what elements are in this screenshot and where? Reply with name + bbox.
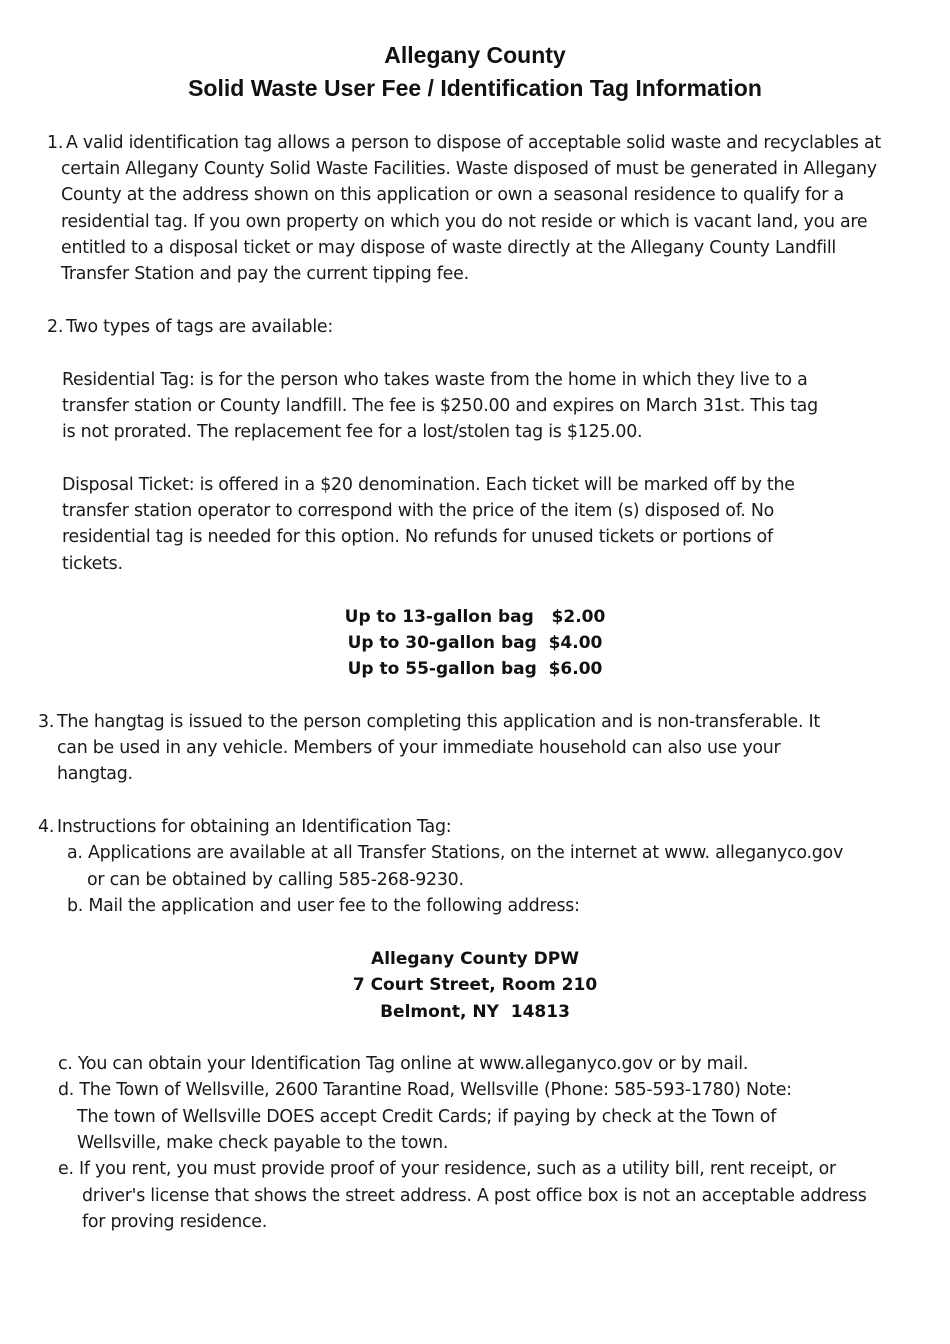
item-3-number: 3. [38,712,55,732]
item-4c-line: c. You can obtain your Identification Tag online at www.alleganyco.gov or by mail. [58,1054,749,1074]
residential-tag-line-3: is not prorated. The replacement fee for a lost/stolen tag is $125.00. [62,422,643,442]
item-3-line-1: The hangtag is issued to the person completing this application and is non-transferable. It [57,712,820,732]
item-4-number: 4. [38,817,55,837]
disposal-ticket-line-4: tickets. [62,554,123,574]
item-4b-line: b. Mail the application and user fee to the following address: [67,896,580,916]
item-4d-line-3: Wellsville, make check payable to the town. [77,1133,449,1153]
item-1-line-1: A valid identification tag allows a person to dispose of acceptable solid waste and recyclables at [66,133,881,153]
address-line-3: Belmont, NY 14813 [380,1002,570,1022]
item-4e-line-2: driver's license that shows the street address. A post office box is not an acceptable address [82,1186,867,1206]
item-1-line-6: Transfer Station and pay the current tipping fee. [61,264,469,284]
item-4e-line-3: for proving residence. [82,1212,268,1232]
page-title: Allegany County [384,42,566,68]
item-1-line-3: County at the address shown on this application or own a seasonal residence to qualify for a [61,185,844,205]
item-1-number: 1. [47,133,64,153]
residential-tag-line-1: Residential Tag: is for the person who takes waste from the home in which they live to a [62,370,808,390]
residential-tag-line-2: transfer station or County landfill. The fee is $250.00 and expires on March 31st. This tag [62,396,818,416]
item-3-line-2: can be used in any vehicle. Members of your immediate household can also use your [57,738,781,758]
address-line-1: Allegany County DPW [371,949,579,969]
item-4e-line-1: e. If you rent, you must provide proof of your residence, such as a utility bill, rent receipt, or [58,1159,836,1179]
item-4-text: Instructions for obtaining an Identification Tag: [57,817,452,837]
price-55-gallon: Up to 55-gallon bag $6.00 [347,659,603,679]
price-13-gallon: Up to 13-gallon bag $2.00 [344,607,606,627]
disposal-ticket-line-2: transfer station operator to correspond with the price of the item (s) disposed of. No [62,501,775,521]
item-1-line-5: entitled to a disposal ticket or may dispose of waste directly at the Allegany County Landfill [61,238,836,258]
item-4a-line-2: or can be obtained by calling 585-268-9230. [87,870,464,890]
item-4a-line-1: a. Applications are available at all Transfer Stations, on the internet at www. alleganyco.gov [67,843,843,863]
disposal-ticket-line-1: Disposal Ticket: is offered in a $20 denomination. Each ticket will be marked off by the [62,475,795,495]
item-4d-line-2: The town of Wellsville DOES accept Credit Cards; if paying by check at the Town of [77,1107,777,1127]
price-30-gallon: Up to 30-gallon bag $4.00 [347,633,603,653]
page-subtitle: Solid Waste User Fee / Identification Tag Information [188,75,762,101]
item-3-line-3: hangtag. [57,764,133,784]
item-1-line-2: certain Allegany County Solid Waste Facilities. Waste disposed of must be generated in Allegany [61,159,877,179]
item-1-line-4: residential tag. If you own property on which you do not reside or which is vacant land, you are [61,212,868,232]
item-2-text: Two types of tags are available: [66,317,333,337]
disposal-ticket-line-3: residential tag is needed for this option. No refunds for unused tickets or portions of [62,527,773,547]
item-4d-line-1: d. The Town of Wellsville, 2600 Tarantine Road, Wellsville (Phone: 585-593-1780) Note: [58,1080,792,1100]
address-line-2: 7 Court Street, Room 210 [352,975,598,995]
item-2-number: 2. [47,317,64,337]
